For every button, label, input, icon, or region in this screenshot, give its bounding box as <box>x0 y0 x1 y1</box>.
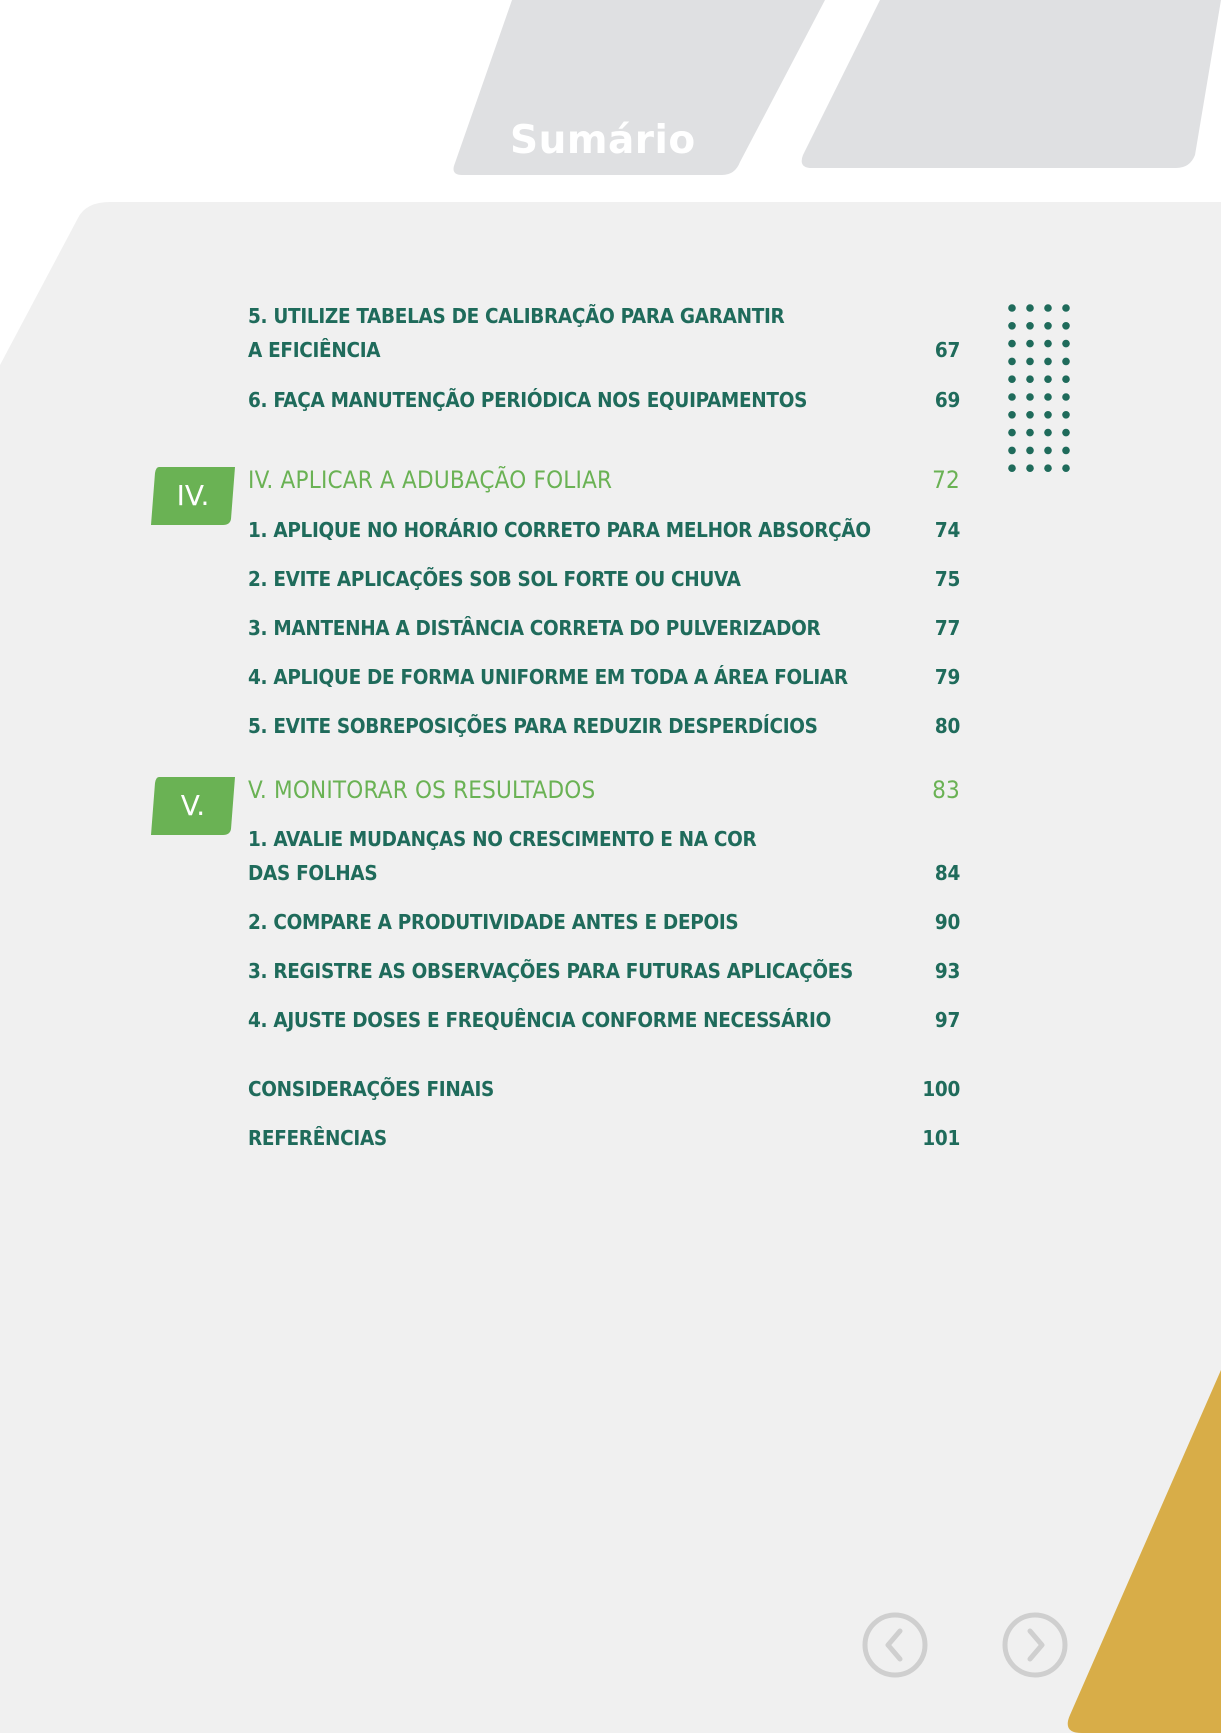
chevron-right-icon <box>1001 1611 1069 1679</box>
toc-entry-label: 2. COMPARE A PRODUTIVIDADE ANTES E DEPOIS <box>248 910 739 934</box>
chevron-left-icon <box>861 1611 929 1679</box>
toc-entry-label: IV. APLICAR A ADUBAÇÃO FOLIAR <box>248 466 613 494</box>
toc-entry-page: 67 <box>934 338 960 362</box>
toc-entry-label: 3. MANTENHA A DISTÂNCIA CORRETA DO PULVERIZADOR <box>248 616 821 640</box>
toc-entry-label-continued: DAS FOLHAS <box>248 861 378 885</box>
toc-entry-label: V. MONITORAR OS RESULTADOS <box>248 776 596 804</box>
toc-entry-page: 101 <box>922 1126 960 1150</box>
toc-entry-label: 5. EVITE SOBREPOSIÇÕES PARA REDUZIR DESPERDÍCIOS <box>248 714 818 738</box>
toc-entry-label: 1. AVALIE MUDANÇAS NO CRESCIMENTO E NA COR <box>248 827 757 851</box>
toc-entry-label: 6. FAÇA MANUTENÇÃO PERIÓDICA NOS EQUIPAMENTOS <box>248 388 808 412</box>
toc-entry-label-continued: A EFICIÊNCIA <box>248 338 381 362</box>
toc-entry-page: 97 <box>934 1008 960 1032</box>
toc-entry-page: 100 <box>922 1077 960 1101</box>
page-title: Sumário <box>510 118 696 163</box>
toc-entry-page: 80 <box>934 714 960 738</box>
toc-entry-label: 2. EVITE APLICAÇÕES SOB SOL FORTE OU CHUVA <box>248 567 741 591</box>
toc-entry-page: 90 <box>934 910 960 934</box>
section-badge-label: IV. <box>176 479 210 512</box>
toc-entry-page: 72 <box>932 466 960 494</box>
toc-entry-label: CONSIDERAÇÕES FINAIS <box>248 1077 494 1101</box>
next-page-button[interactable] <box>1001 1611 1069 1679</box>
toc-entry-page: 79 <box>934 665 960 689</box>
toc-entry-label: REFERÊNCIAS <box>248 1126 387 1150</box>
toc-entry-label: 5. UTILIZE TABELAS DE CALIBRAÇÃO PARA GARANTIR <box>248 304 785 328</box>
toc-entry-page: 69 <box>934 388 960 412</box>
section-badge-label: V. <box>180 789 206 822</box>
toc-entry-page: 93 <box>934 959 960 983</box>
toc-entry-page: 74 <box>934 518 960 542</box>
previous-page-button[interactable] <box>861 1611 929 1679</box>
toc-entry-label: 4. AJUSTE DOSES E FREQUÊNCIA CONFORME NECESSÁRIO <box>248 1008 831 1032</box>
toc-entry-label: 4. APLIQUE DE FORMA UNIFORME EM TODA A ÁREA FOLIAR <box>248 665 848 689</box>
section-badge <box>151 777 235 835</box>
toc-entry-page: 84 <box>934 861 960 885</box>
toc-entry-label: 3. REGISTRE AS OBSERVAÇÕES PARA FUTURAS APLICAÇÕES <box>248 959 854 983</box>
toc-entry-label: 1. APLIQUE NO HORÁRIO CORRETO PARA MELHOR ABSORÇÃO <box>248 518 871 542</box>
toc-entry-page: 83 <box>932 776 960 804</box>
section-badge <box>151 467 235 525</box>
toc-entry-page: 75 <box>934 567 960 591</box>
toc-entry-page: 77 <box>934 616 960 640</box>
